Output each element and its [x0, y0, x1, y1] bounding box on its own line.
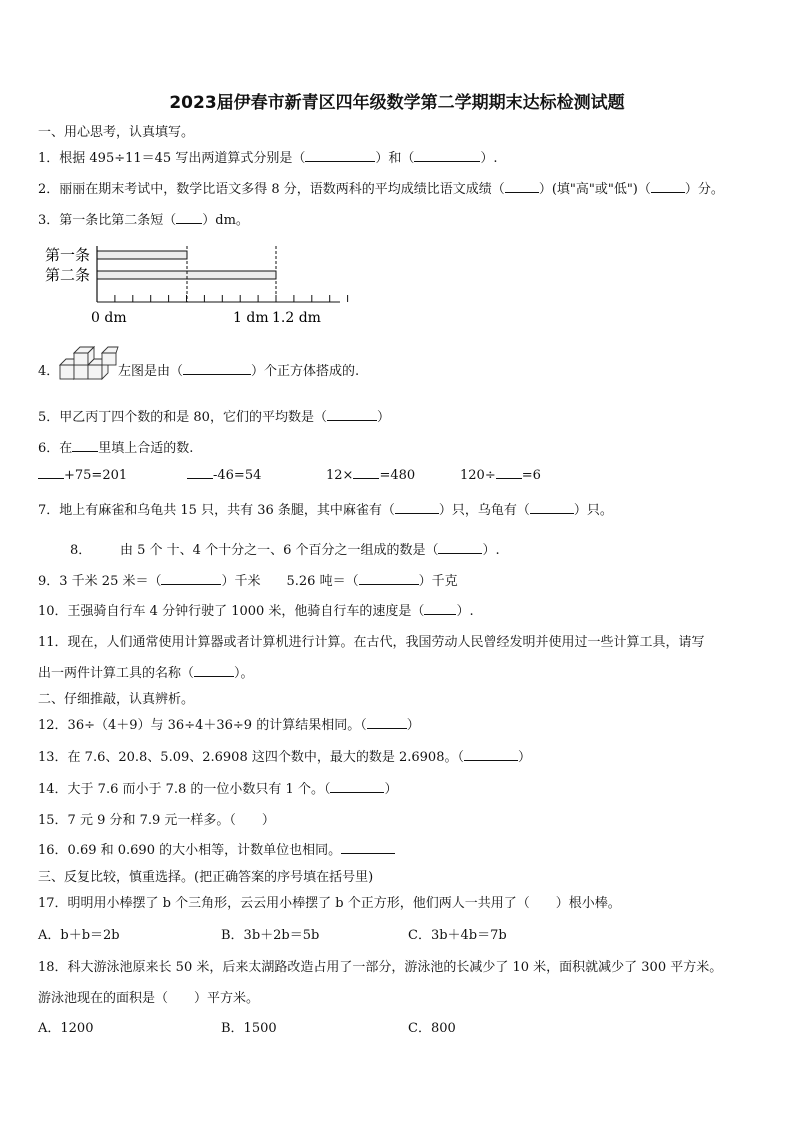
q10-text-a: 10．王强骑自行车 4 分钟行驶了 1000 米，他骑自行车的速度是（ [38, 604, 425, 619]
bar-1 [97, 251, 187, 259]
q3-text-a: 3．第一条比第二条短（ [38, 213, 177, 228]
q6-item-4-text-a: 120÷ [460, 468, 496, 483]
q13-text-b: ） [517, 750, 531, 765]
q12-text-a: 12．36÷（4＋9）与 36÷4＋36÷9 的计算结果相同。（ [38, 718, 367, 733]
question-4 [118, 360, 359, 379]
q13-blank[interactable] [464, 760, 518, 761]
section-3-heading: 三、反复比较，慎重选择。(把正确答案的序号填在括号里) [38, 870, 374, 885]
q1-text-b: ）和（ [375, 151, 415, 166]
q3-text-b: ）dm。 [202, 213, 249, 228]
q1-text-a: 1．根据 495÷11＝45 写出两道算式分别是（ [38, 151, 306, 166]
q17-option-b[interactable]: B．3b＋2b＝5b [221, 928, 320, 943]
bar-1-label: 第一条 [45, 246, 91, 264]
section-1-heading: 一、用心思考，认真填写。 [38, 125, 195, 140]
q5-blank[interactable] [327, 420, 377, 421]
question-11-line-2 [38, 662, 254, 681]
q18-option-b[interactable]: B．1500 [221, 1021, 277, 1036]
question-3 [38, 209, 249, 228]
q13-text-a: 13．在 7.6、20.8、5.09、2.6908 这四个数中，最大的数是 2.6908。（ [38, 750, 464, 765]
q12-blank[interactable] [367, 728, 407, 729]
q4-blank[interactable] [183, 374, 251, 375]
q15-text-b: ） [261, 813, 275, 828]
q6-item-3-blank[interactable] [353, 478, 379, 479]
q12-text-b: ） [406, 718, 420, 733]
q8-text-a: 由 5 个 十、4 个十分之一、6 个百分之一组成的数是（ [120, 543, 439, 558]
section-2-heading: 二、仔细推敲，认真辨析。 [38, 692, 195, 707]
q6-item-3-text-a: 12× [326, 468, 354, 483]
q16-blank[interactable] [341, 853, 395, 854]
q6-text-a: 6．在 [38, 441, 73, 456]
q17-option-c[interactable]: C．3b＋4b＝7b [408, 928, 507, 943]
q8-text-b: ）. [482, 543, 500, 558]
q6-item-3 [326, 468, 415, 483]
q2-text-c: ）分。 [684, 182, 724, 197]
q6-item-4 [460, 468, 541, 483]
q7-text-c: ）只。 [573, 503, 613, 518]
q8-number: 8． [70, 543, 92, 558]
bar-2-label: 第二条 [45, 266, 91, 284]
q7-blank-2[interactable] [530, 513, 574, 514]
question-12 [38, 714, 420, 733]
cube-stack-icon [58, 345, 120, 387]
q6-item-1 [38, 468, 127, 483]
question-9 [38, 570, 458, 589]
question-11-line-1: 11．现在，人们通常使用计算器或者计算机进行计算。在古代，我国劳动人民曾经发明并使用过一些计算工具，请写 [38, 635, 705, 650]
q8-blank[interactable] [438, 553, 482, 554]
tick-label-1: 1 dm [233, 310, 269, 326]
q4-text-a: 左图是由（ [118, 364, 184, 379]
q17-option-a[interactable]: A．b＋b＝2b [38, 928, 120, 943]
q18-text-b: 游泳池现在的面积是（ [38, 991, 169, 1006]
question-13 [38, 746, 531, 765]
q9-text-a: 9．3 千米 25 米＝（ [38, 574, 162, 589]
q1-blank-1[interactable] [305, 161, 375, 162]
q11-text-b: 出一两件计算工具的名称（ [38, 666, 195, 681]
q11-blank[interactable] [194, 676, 234, 677]
q2-text-b: ）(填"高"或"低")（ [538, 182, 651, 197]
q10-text-b: ）. [456, 604, 474, 619]
q17-text-b: ）根小棒。 [555, 896, 621, 911]
ruler-figure [40, 240, 360, 330]
q6-blank-sample [72, 451, 98, 452]
q6-item-2-blank[interactable] [187, 478, 213, 479]
q15-text-a: 15．7 元 9 分和 7.9 元一样多。（ [38, 813, 236, 828]
q9-blank-2[interactable] [359, 584, 419, 585]
q5-text-b: ） [376, 410, 390, 425]
q1-blank-2[interactable] [414, 161, 480, 162]
q11-text-c: ）。 [234, 666, 254, 681]
q2-blank-2[interactable] [651, 192, 685, 193]
question-14 [38, 778, 397, 797]
tick-label-2: 1.2 dm [272, 310, 321, 326]
question-10 [38, 600, 474, 619]
q16-text-a: 16．0.69 和 0.690 的大小相等，计数单位也相同。 [38, 843, 342, 858]
question-18-line-1: 18．科大游泳池原来长 50 米，后来太湖路改造占用了一部分，游泳池的长减少了 10 米，面积就减少了 300 平方米。 [38, 960, 723, 975]
q9-text-d: ）千克 [418, 574, 458, 589]
q6-item-2-text: -46=54 [213, 468, 262, 483]
q7-text-b: ）只，乌龟有（ [438, 503, 530, 518]
page-title: 2023届伊春市新青区四年级数学第二学期期末达标检测试题 [169, 93, 625, 113]
q7-blank-1[interactable] [395, 513, 439, 514]
question-7 [38, 499, 613, 518]
q6-item-4-text-b: =6 [521, 468, 541, 483]
q6-item-4-blank[interactable] [496, 478, 522, 479]
tick-label-0: 0 dm [91, 310, 127, 326]
q18-option-c[interactable]: C．800 [408, 1021, 456, 1036]
q6-text-b: 里填上合适的数. [98, 441, 194, 456]
q9-text-c: 5.26 吨＝（ [286, 574, 359, 589]
question-6 [38, 437, 193, 456]
q9-text-b: ）千米 [221, 574, 261, 589]
q3-blank[interactable] [176, 223, 202, 224]
q14-blank[interactable] [330, 792, 384, 793]
q18-option-a[interactable]: A．1200 [38, 1021, 94, 1036]
question-8 [120, 539, 500, 558]
q4-number: 4． [38, 364, 60, 379]
question-1 [38, 147, 497, 166]
q6-item-2 [187, 468, 261, 483]
q6-item-1-text: +75=201 [64, 468, 128, 483]
question-18-line-2 [38, 987, 259, 1006]
question-17 [38, 892, 621, 911]
q5-text-a: 5．甲乙丙丁四个数的和是 80，它们的平均数是（ [38, 410, 327, 425]
ruler-ticks [97, 295, 348, 302]
question-16 [38, 839, 395, 858]
q14-text-b: ） [384, 782, 398, 797]
q10-blank[interactable] [424, 614, 456, 615]
q14-text-a: 14．大于 7.6 而小于 7.8 的一位小数只有 1 个。（ [38, 782, 331, 797]
q1-text-c: ）. [480, 151, 498, 166]
q2-text-a: 2．丽丽在期末考试中，数学比语文多得 8 分，语数两科的平均成绩比语文成绩（ [38, 182, 505, 197]
q4-text-b: ）个正方体搭成的. [251, 364, 360, 379]
q7-text-a: 7．地上有麻雀和乌龟共 15 只，共有 36 条腿，其中麻雀有（ [38, 503, 395, 518]
q17-text-a: 17．明明用小棒摆了 b 个三角形，云云用小棒摆了 b 个正方形，他们两人一共用了（ [38, 896, 530, 911]
question-15 [38, 809, 275, 828]
question-2 [38, 178, 724, 197]
q6-item-3-text-b: =480 [379, 468, 416, 483]
q9-blank-1[interactable] [161, 584, 221, 585]
q18-text-c: ）平方米。 [194, 991, 260, 1006]
q6-item-1-blank[interactable] [38, 478, 64, 479]
question-5 [38, 406, 390, 425]
q2-blank-1[interactable] [505, 192, 539, 193]
